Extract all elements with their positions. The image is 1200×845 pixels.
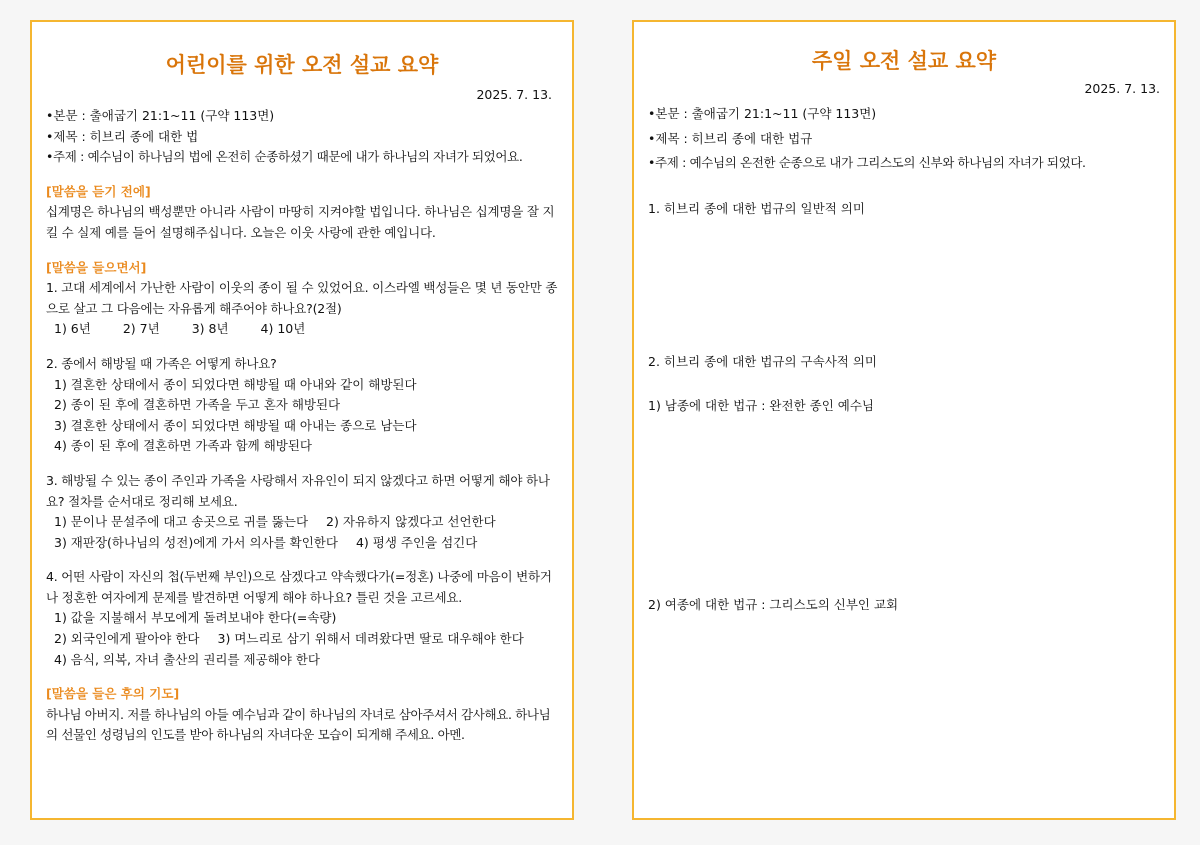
before-body: 십계명은 하나님의 백성뿐만 아니라 사람이 마땅히 지켜야할 법입니다. 하나님은 십계명을 잘 지킬 수 실제 예를 들어 설명해주십니다. 오늘은 이웃 사랑에 관한 예입니다. — [46, 204, 555, 240]
scripture-text: •본문 : 출애굽기 21:1~11 (구약 113면) — [46, 108, 275, 123]
question-4-options-row — [46, 629, 558, 650]
question-3: 3. 해방될 수 있는 종이 주인과 가족을 사랑해서 자유인이 되지 않겠다고 하면 어떻게 해야 하나요? 절차를 순서대로 정리해 보세요. — [46, 472, 550, 509]
sermon-theme: •주제 : 예수님이 하나님의 법에 온전히 순종하셨기 때문에 내가 하나님의 자녀가 되었어요. — [46, 149, 523, 165]
after-heading: [말씀을 들은 후의 기도] — [46, 686, 180, 702]
page-title: 어린이를 위한 오전 설교 요약 — [165, 53, 439, 77]
sunday-sermon-page — [632, 20, 1176, 820]
option: 4) 10년 — [260, 321, 306, 337]
sermon-date: 2025. 7. 13. — [1084, 81, 1160, 96]
outline-heading-2: 2. 히브리 종에 대한 법규의 구속사적 의미 — [648, 354, 877, 369]
question-2: 2. 종에서 해방될 때 가족은 어떻게 하나요? — [46, 355, 277, 371]
question-1-options — [46, 319, 558, 340]
option: 4) 종이 된 후에 결혼하면 가족과 함께 해방된다 — [54, 438, 312, 454]
sermon-theme: •주제 : 예수님의 온전한 순종으로 내가 그리스도의 신부와 하나님의 자녀가 되었다. — [648, 155, 1086, 171]
before-heading: [말씀을 듣기 전에] — [46, 183, 151, 199]
sermon-subject: •제목 : 히브리 종에 대한 법규 — [648, 130, 813, 146]
option: 2) 자유하지 않겠다고 선언한다 — [326, 514, 496, 530]
sermon-subject: •제목 : 히브리 종에 대한 법 — [46, 128, 199, 144]
scripture-text: •본문 : 출애굽기 21:1~11 (구약 113면) — [648, 106, 877, 121]
option: 3) 재판장(하나님의 성전)에게 가서 의사를 확인한다 — [54, 534, 338, 550]
outline-sub-1: 1) 남종에 대한 법규 : 완전한 종인 예수님 — [648, 398, 874, 413]
option: 1) 문이나 문설주에 대고 송곳으로 귀를 뚫는다 — [54, 514, 309, 530]
sermon-date: 2025. 7. 13. — [476, 87, 552, 102]
option: 3) 8년 — [191, 321, 229, 337]
during-heading: [말씀을 들으면서] — [46, 259, 147, 275]
question-3-options-row — [46, 512, 558, 533]
option: 3) 며느리로 삼기 위해서 데려왔다면 딸로 대우해야 한다 — [217, 631, 524, 647]
option: 1) 6년 — [54, 321, 91, 337]
sermon-meta — [46, 106, 558, 168]
children-sermon-page — [30, 20, 574, 820]
option: 4) 음식, 의복, 자녀 출산의 권리를 제공해야 한다 — [54, 651, 320, 667]
option: 1) 값을 지불해서 부모에게 돌려보내야 한다(=속량) — [54, 610, 337, 626]
outline-sub-2: 2) 여종에 대한 법규 : 그리스도의 신부인 교회 — [648, 597, 899, 612]
sermon-meta — [648, 102, 1160, 176]
option: 4) 평생 주인을 섬긴다 — [355, 534, 478, 550]
option: 2) 종이 된 후에 결혼하면 가족을 두고 혼자 해방된다 — [54, 397, 341, 413]
outline-heading-1: 1. 히브리 종에 대한 법규의 일반적 의미 — [648, 201, 865, 216]
question-1: 1. 고대 세계에서 가난한 사람이 이웃의 종이 될 수 있었어요. 이스라엘 백성들은 몇 년 동안만 종으로 살고 그 다음에는 자유롭게 해주어야 하나요?(2절) — [46, 280, 558, 316]
page-title: 주일 오전 설교 요약 — [811, 49, 997, 73]
question-3-options-row — [46, 533, 558, 554]
option: 2) 7년 — [122, 321, 160, 337]
option: 2) 외국인에게 팔아야 한다 — [54, 631, 200, 647]
question-4: 4. 어떤 사람이 자신의 첩(두번째 부인)으로 삼겠다고 약속했다가(=정혼) 나중에 마음이 변하거나 정혼한 여자에게 문제를 발견하면 어떻게 해야 하나요? 틀린 것을 고르세요. — [46, 569, 552, 605]
after-body: 하나님 아버지. 저를 하나님의 아들 예수님과 같이 하나님의 자녀로 삼아주셔서 감사해요. 하나님의 선물인 성령님의 인도를 받아 하나님의 자녀다운 모습이 되게해 주세요. 아멘. — [46, 706, 551, 743]
option: 3) 결혼한 상태에서 종이 되었다면 해방될 때 아내는 종으로 남는다 — [54, 417, 417, 433]
option: 1) 결혼한 상태에서 종이 되었다면 해방될 때 아내와 같이 해방된다 — [54, 376, 417, 392]
